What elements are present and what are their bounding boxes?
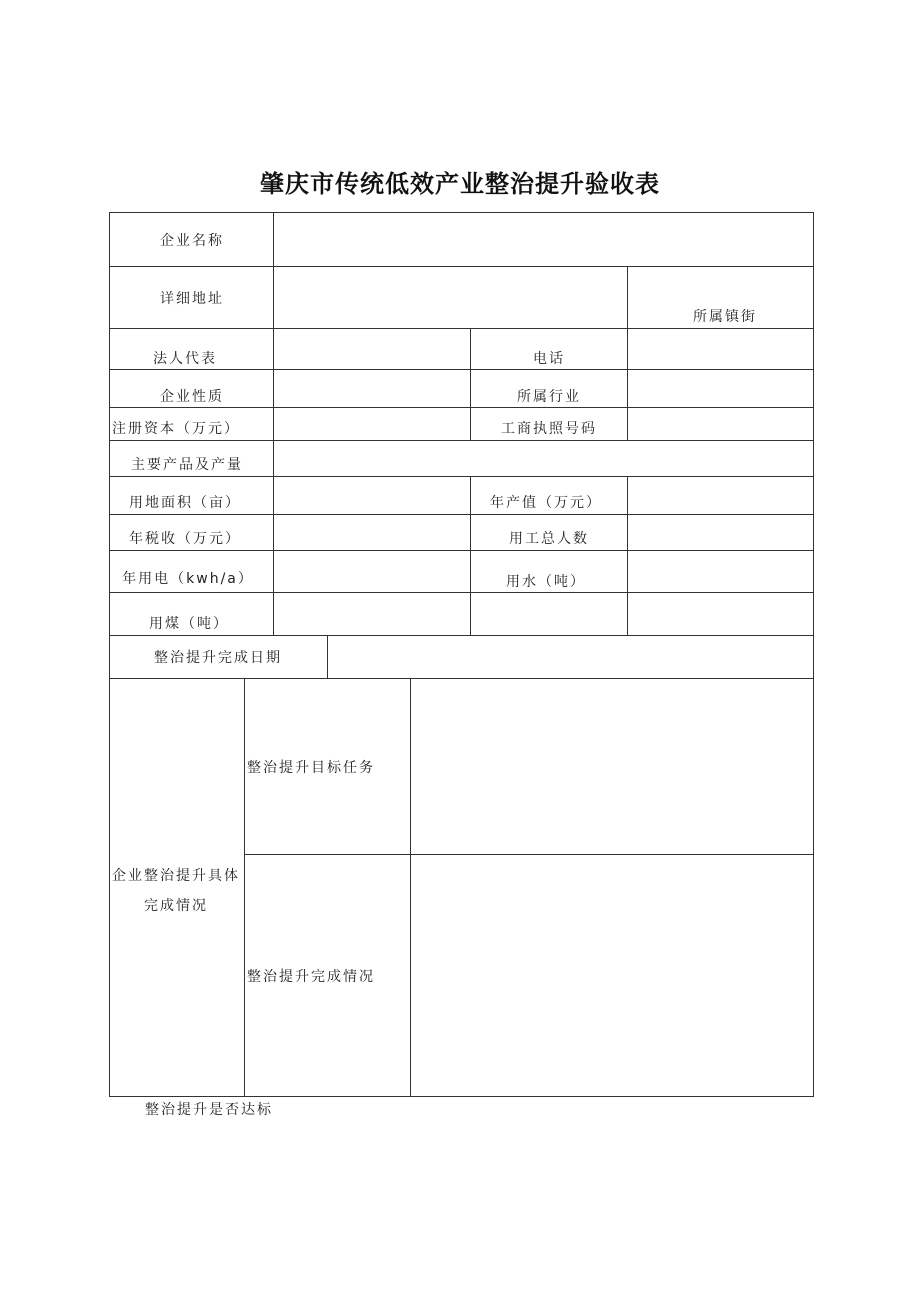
label-completion-date: 整治提升完成日期 [154,650,282,666]
label-legal-rep: 法人代表 [153,351,217,367]
footer-label: 整治提升是否达标 [145,1102,273,1118]
license-no-field[interactable] [628,408,813,440]
nature-field[interactable] [274,370,470,407]
label-registered-capital: 注册资本（万元） [112,421,240,437]
label-coal: 用煤（吨） [149,616,229,632]
table-border-right [813,212,814,1097]
label-company-name: 企业名称 [160,233,224,249]
label-tax: 年税收（万元） [129,531,241,547]
column-divider [470,328,471,440]
coal-field[interactable] [274,593,470,635]
legal-rep-field[interactable] [274,329,470,369]
page-title: 肇庆市传统低效产业整治提升验收表 [260,170,660,198]
label-land-area: 用地面积（亩） [129,495,241,511]
table-border-left [109,212,110,1097]
label-target-tasks: 整治提升目标任务 [247,760,375,776]
coal-value-field[interactable] [628,593,813,635]
target-tasks-field[interactable] [411,679,813,854]
label-products: 主要产品及产量 [131,457,243,473]
phone-field[interactable] [628,329,813,369]
table-border-bottom [109,1096,814,1097]
label-address: 详细地址 [160,291,224,307]
label-nature: 企业性质 [160,389,224,405]
label-water: 用水（吨） [506,574,586,590]
electricity-field[interactable] [274,551,470,592]
water-field[interactable] [628,551,813,592]
employees-field[interactable] [628,515,813,550]
label-completion-status: 整治提升完成情况 [247,969,375,985]
column-divider [627,266,628,328]
land-area-field[interactable] [274,477,470,514]
label-license-no: 工商执照号码 [501,421,597,437]
address-field[interactable] [274,267,627,328]
label-details: 企业整治提升具体完成情况 [112,868,240,914]
label-phone: 电话 [533,351,565,367]
tax-field[interactable] [274,515,470,550]
completion-status-field[interactable] [411,855,813,1096]
column-divider [244,678,245,1096]
registered-capital-field[interactable] [274,408,470,440]
company-name-field[interactable] [274,213,813,266]
label-industry: 所属行业 [517,389,581,405]
label-output-value: 年产值（万元） [490,495,602,511]
industry-field[interactable] [628,370,813,407]
completion-date-field[interactable] [328,636,813,678]
coal-extra-field[interactable] [471,593,627,635]
output-value-field[interactable] [628,477,813,514]
label-employees: 用工总人数 [509,531,589,547]
label-town: 所属镇街 [693,309,757,325]
label-electricity: 年用电（kwh/a） [122,571,254,587]
products-field[interactable] [274,441,813,476]
